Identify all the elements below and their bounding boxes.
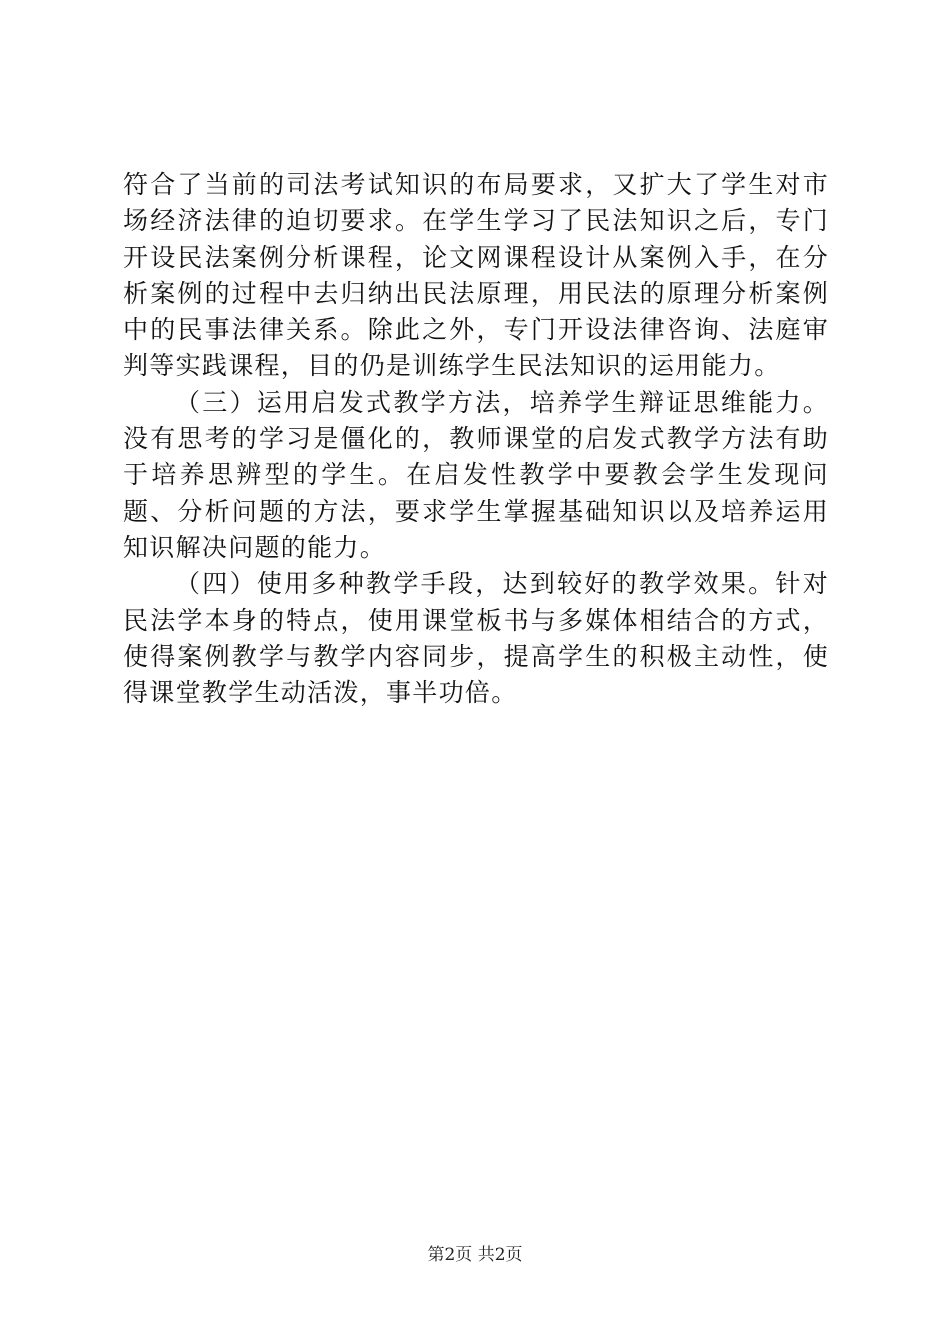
paragraph-section-three: （三）运用启发式教学方法，培养学生辩证思维能力。没有思考的学习是僵化的，教师课堂的启发式教学方法有助于培养思辨型的学生。在启发性教学中要教会学生发现问题、分析问题的方法，要求学生掌握基础知识以及培养运用知识解决问题的能力。 <box>123 387 829 562</box>
paragraph-continuation: 符合了当前的司法考试知识的布局要求，又扩大了学生对市场经济法律的迫切要求。在学生学习了民法知识之后，专门开设民法案例分析课程，论文网课程设计从案例入手，在分析案例的过程中去归纳出民法原理，用民法的原理分析案例中的民事法律关系。除此之外，专门开设法律咨询、法庭审判等实践课程，目的仍是训练学生民法知识的运用能力。 <box>123 170 829 381</box>
page-footer: 第2页 共2页 <box>427 1245 523 1265</box>
paragraph-section-four: （四）使用多种教学手段，达到较好的教学效果。针对民法学本身的特点，使用课堂板书与多媒体相结合的方式，使得案例教学与教学内容同步，提高学生的积极主动性，使得课堂教学生动活泼，事半功倍。 <box>123 569 829 708</box>
body-text <box>123 167 829 711</box>
